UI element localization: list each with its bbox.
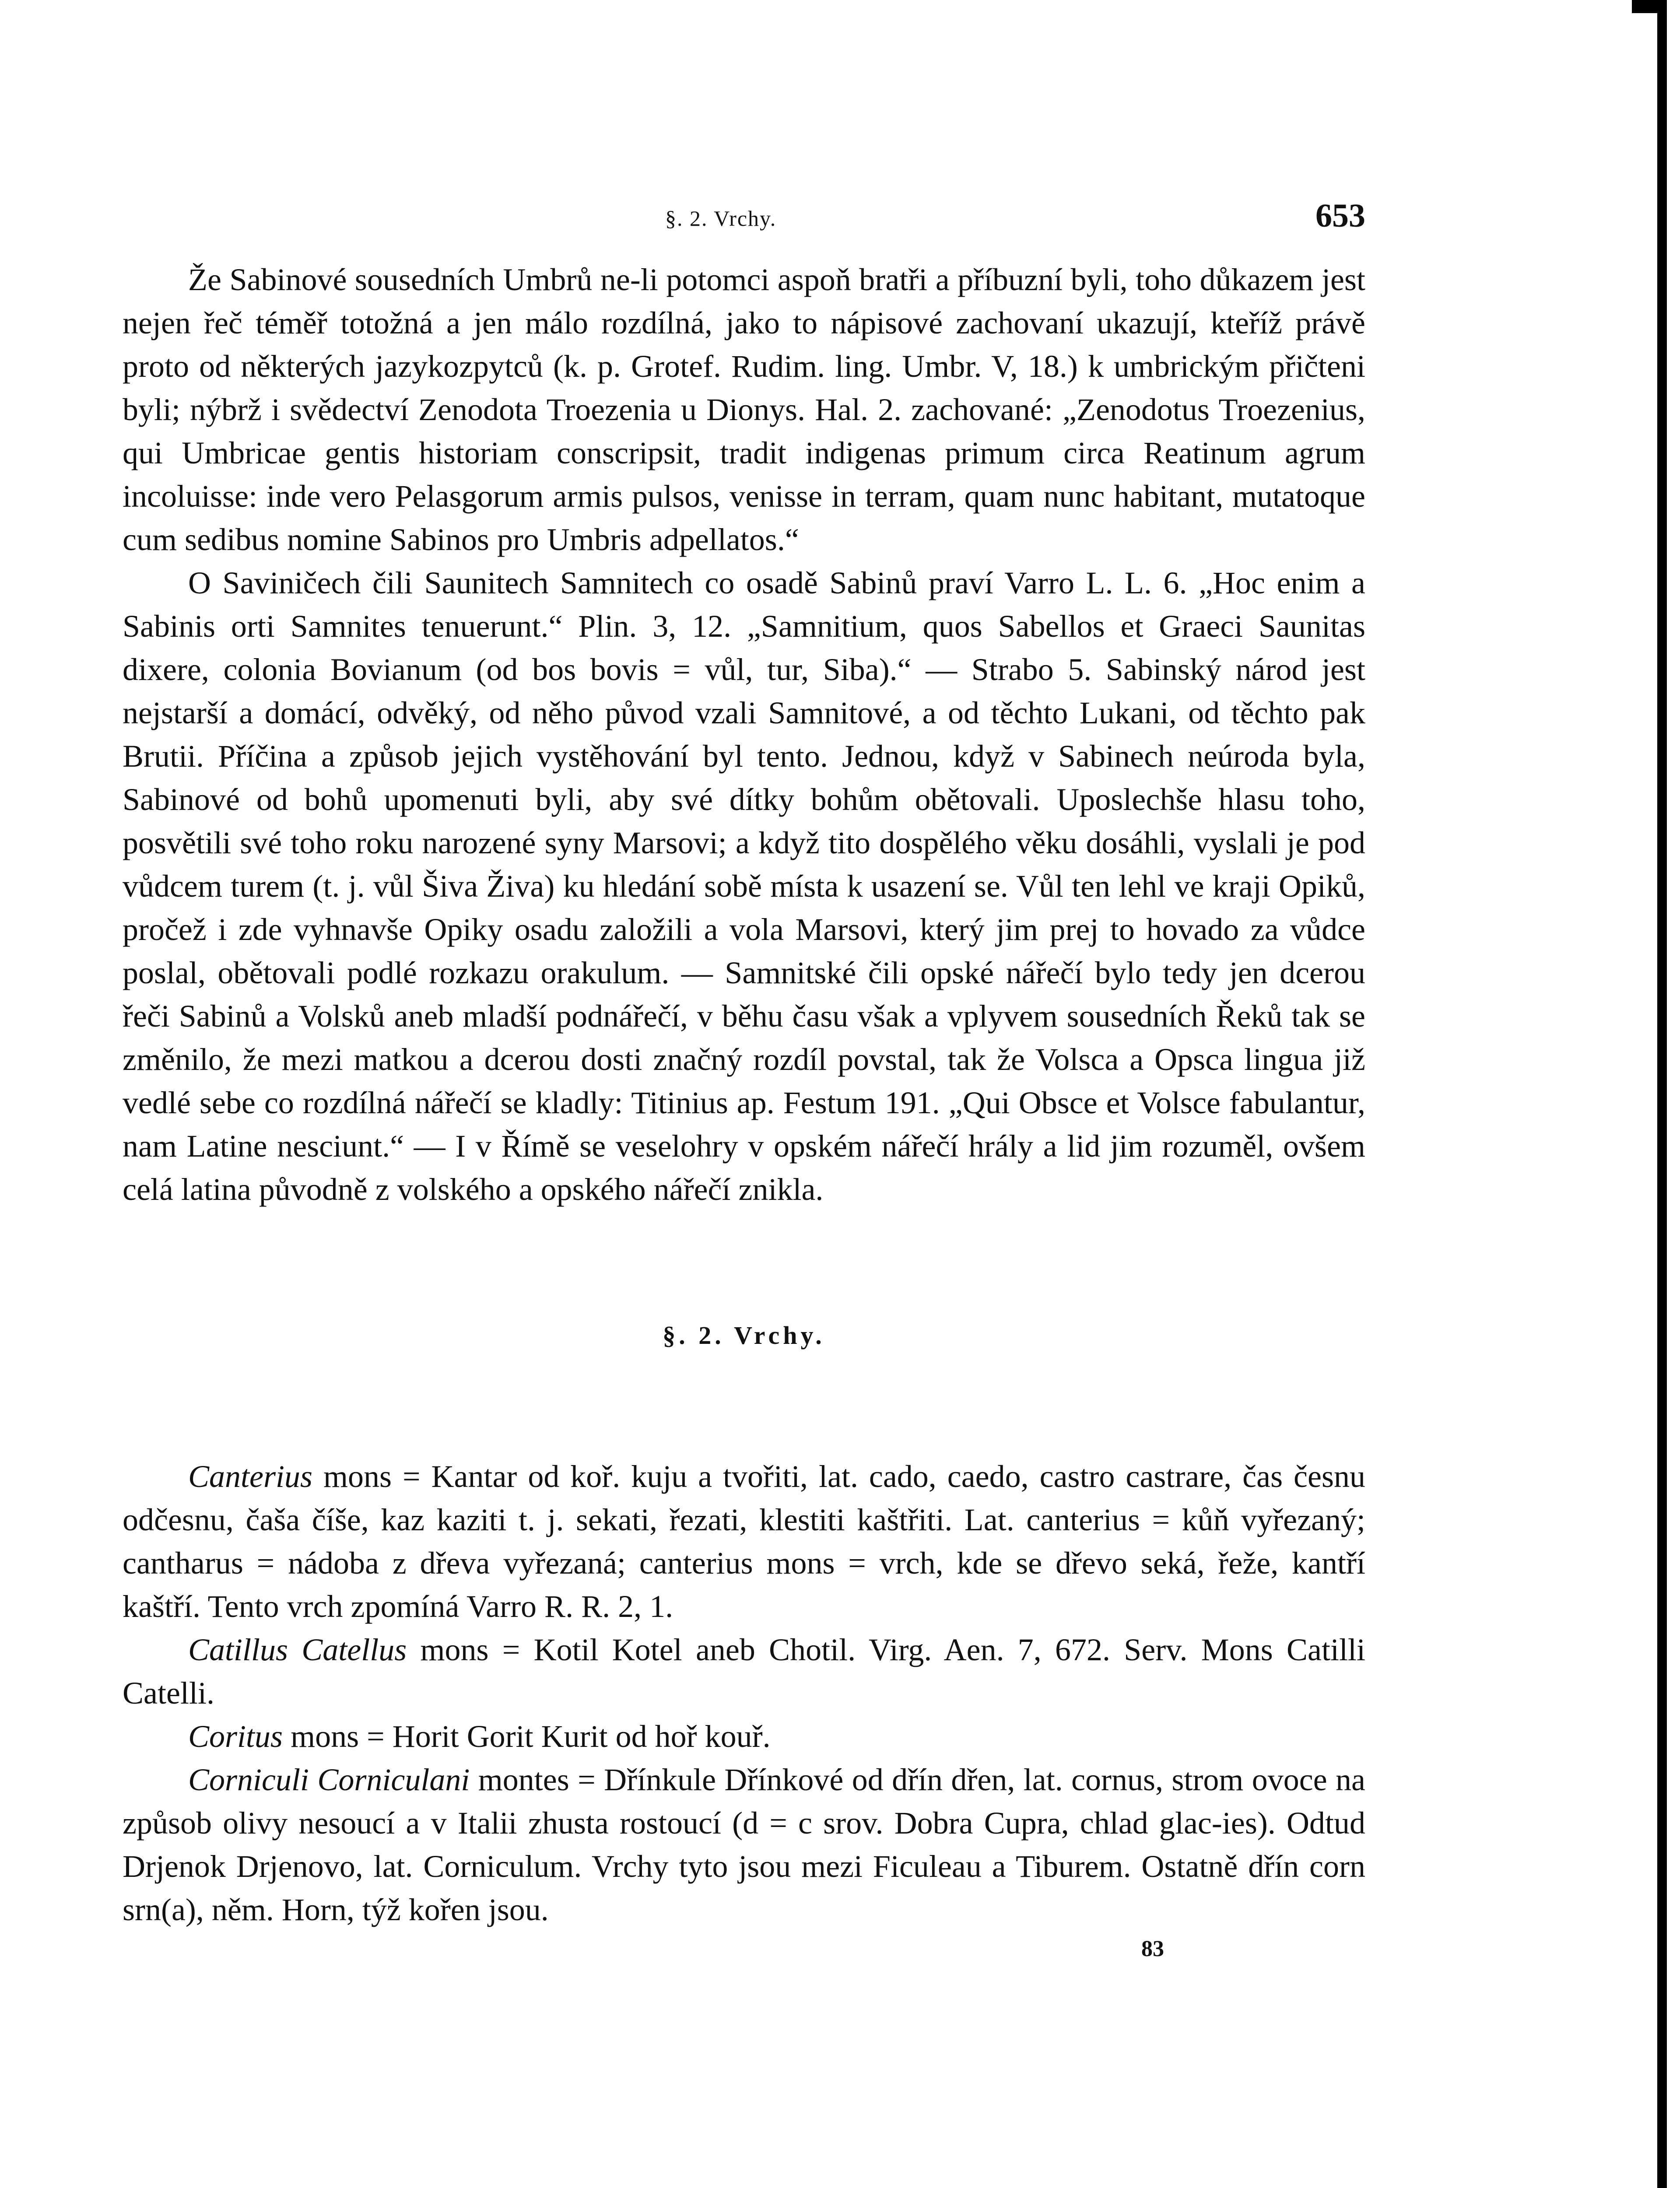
entry-text: mons = Kotil Kotel aneb Chotil. Virg. Aen. 7, 672. Serv. Mons Catilli Catelli. xyxy=(123,1632,1366,1711)
section-heading: §. 2. Vrchy. xyxy=(663,1321,825,1350)
entry-text: montes = Dřínkule Dřínkové od dřín dřen, lat. cornus, strom ovoce na způsob olivy nesoucí a v Italii zhusta rostoucí (d = c srov. Dobra Cupra, chlad glac-ies). Odtud Drjenok Drjenovo, lat. Corniculum. Vrchy tyto jsou mezi Ficuleau a Tiburem. Ostatně dřín corn srn(a), něm. Horn, týž kořen jsou. xyxy=(123,1762,1366,1927)
entry-term: Canterius xyxy=(188,1459,313,1494)
page-number: 653 xyxy=(1315,197,1365,234)
paragraph-samnites: O Saviničech čili Saunitech Samnitech co osadě Sabinů praví Varro L. L. 6. „Hoc enim a Sabinis orti Samnites tenuerunt.“ Plin. 3, 12. „Samnitium, quos Sabellos et Graeci Saunitas dixere, colonia Bovianum (od bos bovis = vůl, tur, Siba).“ — Strabo 5. Sabinský národ jest nejstarší a domácí, odvěký, od něho původ vzali Samnitové, a od těchto Lukani, od těchto pak Brutii. Příčina a způsob jejich vystěhování byl tento. Jednou, když v Sabinech neúroda byla, Sabinové od bohů upomenuti byli, aby své dítky bohům obětovali. Uposlechše hlasu toho, posvětili své toho roku narozené syny Marsovi; a když tito dospělého věku dosáhli, vyslali je pod vůdcem turem (t. j. vůl Šiva Živa) ku hledání sobě místa k usazení se. Vůl ten lehl ve kraji Opiků, pročež i zde vyhnavše Opiky osadu založili a vola Marsovi, který jim prej to hovado za vůdce poslal, obětovali podlé rozkazu orakulum. — Samnitské čili opské nářečí bylo tedy jen dcerou řeči Sabinů a Volsků aneb mladší podnářečí, v běhu času však a vplyvem sousedních Řeků tak se změnilo, že mezi matkou a dcerou dosti značný rozdíl povstal, tak že Volsca a Opsca lingua již vedlé sebe co rozdílná nářečí se kladly: Titinius ap. Festum 191. „Qui Obsce et Volsce fabulantur, nam Latine nesciunt.“ — I v Římě se veselohry v opském nářečí hrály a lid jim rozuměl, ovšem celá latina původně z volského a opského nářečí znikla. xyxy=(123,565,1365,1207)
entry-catillus xyxy=(123,1628,1365,1715)
scan-border-right xyxy=(1657,0,1667,2188)
entry-text: mons = Kantar od koř. kuju a tvořiti, lat. cado, caedo, castro castrare, čas česnu odčesnu, čaša číše, kaz kaziti t. j. sekati, řezati, klestiti kaštřiti. Lat. canterius = kůň vyřezaný; cantharus = nádoba z dřeva vyřezaná; canterius mons = vrch, kde se dřevo seká, řeže, kantří kaštří. Tento vrch zpomíná Varro R. R. 2, 1. xyxy=(123,1459,1365,1624)
printer-signature: 83 xyxy=(1141,1936,1164,1961)
entry-coritus xyxy=(123,1715,1365,1758)
running-header xyxy=(123,193,1365,241)
book-page xyxy=(123,193,1365,1962)
mountain-entries xyxy=(123,1455,1365,1932)
body-text xyxy=(123,258,1365,1211)
entry-corniculi xyxy=(123,1758,1365,1932)
entry-text: mons = Horit Gorit Kurit od hoř kouř. xyxy=(283,1719,771,1754)
entry-term: Corniculi Corniculani xyxy=(188,1762,470,1797)
running-title: §. 2. Vrchy. xyxy=(665,206,777,231)
entry-term: Coritus xyxy=(188,1719,283,1754)
scan-border-top xyxy=(1632,0,1667,13)
entry-term: Catillus Catellus xyxy=(188,1632,407,1667)
entry-canterius xyxy=(123,1455,1365,1628)
paragraph-sabines-umbrians: Že Sabinové sousedních Umbrů ne-li potomci aspoň bratři a příbuzní byli, toho důkazem jest nejen řeč téměř totožná a jen málo rozdílná, jako to nápisové zachovaní ukazují, kteříž právě proto od některých jazykozpytců (k. p. Grotef. Rudim. ling. Umbr. V, 18.) k umbrickým přičteni byli; nýbrž i svědectví Zenodota Troezenia u Dionys. Hal. 2. zachované: „Zenodotus Troezenius, qui Umbricae gentis historiam conscripsit, tradit indigenas primum circa Reatinum agrum incoluisse: inde vero Pelasgorum armis pulsos, venisse in terram, quam nunc habitant, mutatoque cum sedibus nomine Sabinos pro Umbris adpellatos.“ xyxy=(123,262,1365,557)
